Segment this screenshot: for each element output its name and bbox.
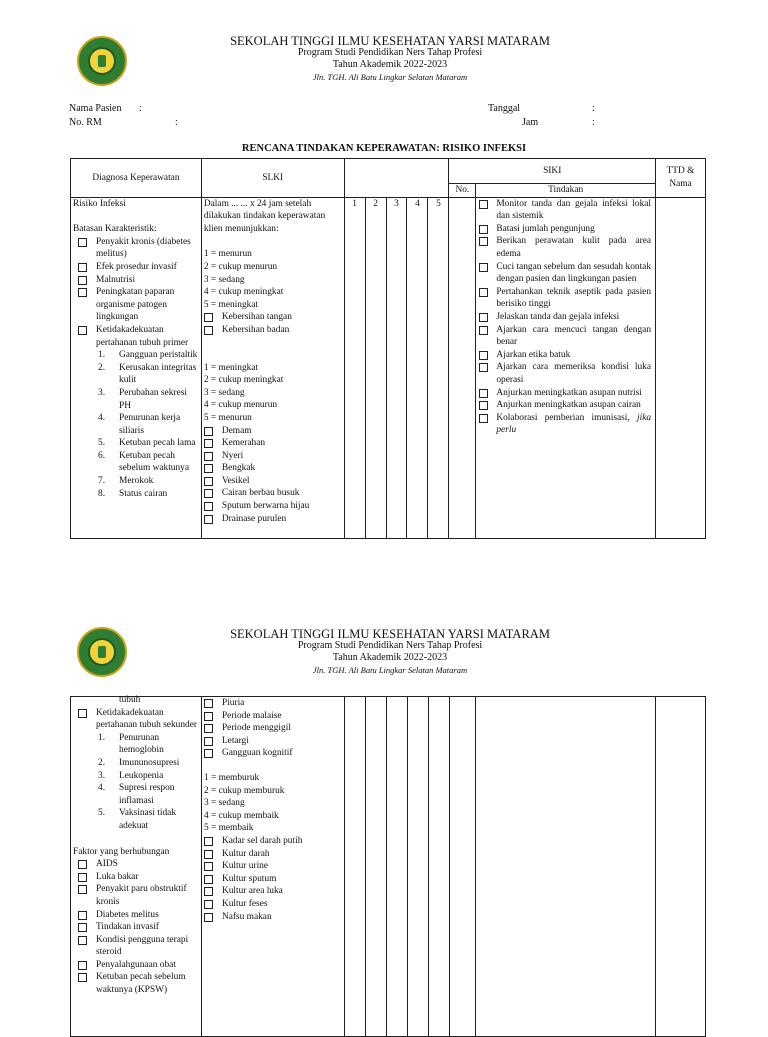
date-label: Tanggal: [488, 103, 521, 114]
checkbox-icon[interactable]: [479, 389, 488, 398]
list-item: AIDS: [71, 858, 201, 871]
list-item: Ketuban pecah sebelum waktunya (KPSW): [71, 971, 201, 996]
college-logo: [77, 36, 127, 86]
checkbox-icon[interactable]: [204, 427, 213, 436]
scale-legend: 1 = memburuk 2 = cukup memburuk 3 = sedang 4 = cukup membaik 5 = membaik: [203, 772, 285, 834]
list-item: Kolaborasi pemberian imunisasi, jika perlu: [476, 412, 651, 437]
checkbox-icon[interactable]: [78, 860, 87, 869]
letterhead: [160, 628, 620, 676]
college-logo: [77, 627, 127, 677]
list-item: Monitor tanda dan gejala infeksi lokal dan sistemik: [476, 198, 651, 223]
slki-intro: Dalam ... ... x 24 jam setelah dilakukan tindakan keperawatan klien menunjukkan:: [203, 198, 326, 234]
slki-items-2: [202, 835, 344, 923]
list-item: 1. Gangguan peristaltik: [98, 350, 198, 361]
checkbox-icon[interactable]: [204, 477, 213, 486]
patient-name-sep: :: [139, 103, 142, 114]
diagnosa-cell: [71, 697, 202, 1037]
list-item: Kultur area luka: [202, 885, 344, 898]
checkbox-icon[interactable]: [204, 862, 213, 871]
letterhead: [160, 35, 620, 83]
header-no: No.: [449, 184, 476, 198]
list-item: Ketidakadekuatan pertahanan tubuh primer: [71, 324, 201, 349]
checkbox-icon[interactable]: [78, 911, 87, 920]
list-item: Sputum berwarna hijau: [202, 500, 344, 513]
checkbox-icon[interactable]: [204, 913, 213, 922]
list-item: Luka bakar: [71, 871, 201, 884]
scale-cell[interactable]: [386, 697, 407, 1037]
checkbox-icon[interactable]: [78, 885, 87, 894]
list-item: Kultur darah: [202, 848, 344, 861]
checkbox-icon[interactable]: [78, 276, 87, 285]
list-item: Kebersihan badan: [202, 324, 344, 337]
list-item: Gangguan kognitif: [202, 747, 344, 760]
form-title: RENCANA TINDAKAN KEPERAWATAN: RISIKO INFEKSI: [241, 143, 527, 154]
slki-cell: [201, 697, 344, 1037]
header-ttd: TTD & Nama: [656, 159, 706, 198]
scale-2[interactable]: 2: [365, 197, 386, 538]
list-item: Penyakit paru obstruktif kronis: [71, 883, 201, 908]
list-item: Periode malaise: [202, 710, 344, 723]
checkbox-icon[interactable]: [479, 401, 488, 410]
header-tindakan: Tindakan: [476, 184, 656, 198]
tindakan-list: [476, 198, 655, 437]
list-item: Kultur feses: [202, 898, 344, 911]
list-item: Vesikel: [202, 475, 344, 488]
time-label: Jam: [522, 117, 539, 128]
date-sep: :: [592, 103, 595, 114]
checkbox-icon[interactable]: [204, 439, 213, 448]
list-item: Penyalahgunaan obat: [71, 959, 201, 972]
batasan-list: [71, 707, 201, 732]
list-item: Kadar sel darah putih: [202, 835, 344, 848]
care-plan-table-page2: [70, 696, 706, 1037]
list-item: Demam: [202, 425, 344, 438]
list-item: Peningkatan paparan organisme patogen lingkungan: [71, 286, 201, 324]
list-item: Anjurkan meningkatkan asupan nutrisi: [476, 387, 651, 400]
scale-1[interactable]: 1: [344, 197, 365, 538]
sekunder-list: [71, 732, 201, 833]
checkbox-icon[interactable]: [78, 973, 87, 982]
list-item: 2. Kerusakan integritas kulit: [98, 362, 197, 386]
slki-items-2: [202, 425, 344, 526]
scale-legend-2: 1 = meningkat 2 = cukup meningkat 3 = sedang 4 = cukup menurun 5 = menurun: [203, 362, 284, 423]
list-item: Kemerahan: [202, 437, 344, 450]
slki-items-1: [202, 697, 344, 760]
scale-5[interactable]: 5: [428, 197, 449, 538]
list-item: Nyeri: [202, 450, 344, 463]
checkbox-icon[interactable]: [78, 923, 87, 932]
rm-label: No. RM: [69, 117, 102, 128]
list-item: Penyakit kronis (diabetes melitus): [71, 236, 201, 261]
checkbox-icon[interactable]: [78, 709, 87, 718]
checkbox-icon[interactable]: [479, 414, 488, 423]
list-item: 2. Imununosupresi: [98, 757, 180, 768]
program-name: Program Studi Pendidikan Ners Tahap Profesi: [297, 47, 483, 58]
header-diagnosa: Diagnosa Keperawatan: [71, 159, 202, 198]
list-item: 4. Penurunan kerja siliaris: [98, 413, 181, 436]
list-item: Pertahankan teknik aseptik pada pasien berisiko tinggi: [476, 286, 651, 311]
tindakan-cell[interactable]: [476, 697, 656, 1037]
address: Jln. TGH. Ali Batu Lingkar Selatan Mataram: [312, 665, 468, 675]
tindakan-cell: [476, 197, 656, 538]
checkbox-icon[interactable]: [204, 712, 213, 721]
list-item: 7. Merokok: [98, 476, 154, 487]
ttd-cell[interactable]: [656, 197, 706, 538]
list-item: 4. Supresi respon inflamasi: [98, 783, 175, 806]
list-item: 8. Status cairan: [98, 488, 168, 499]
list-item: Anjurkan meningkatkan asupan cairan: [476, 399, 651, 412]
rm-sep: :: [175, 117, 178, 128]
diagnosa-cell: [71, 197, 202, 538]
checkbox-icon[interactable]: [479, 363, 488, 372]
scale-3[interactable]: 3: [386, 197, 407, 538]
list-item: 3. Perubahan sekresi PH: [98, 387, 187, 411]
faktor-label: Faktor yang berhubungan: [73, 846, 170, 857]
list-item: Kultur sputum: [202, 873, 344, 886]
list-item: Piuria: [202, 697, 344, 710]
care-plan-table-page1: [70, 158, 706, 539]
no-cell[interactable]: [449, 197, 476, 538]
checkbox-icon[interactable]: [204, 724, 213, 733]
academic-year: Tahun Akademik 2022-2023: [332, 652, 448, 663]
checkbox-icon[interactable]: [479, 288, 488, 297]
checkbox-icon[interactable]: [204, 837, 213, 846]
address: Jln. TGH. Ali Batu Lingkar Selatan Mataram: [312, 72, 468, 82]
batasan-label: Batasan Karakteristik:: [73, 224, 157, 235]
patient-name-label: Nama Pasien: [69, 103, 122, 114]
header-slki: SLKI: [201, 159, 344, 198]
list-item: Periode menggigil: [202, 722, 344, 735]
academic-year: Tahun Akademik 2022-2023: [332, 59, 448, 70]
institution-name: SEKOLAH TINGGI ILMU KESEHATAN YARSI MATARAM: [230, 34, 550, 48]
checkbox-icon[interactable]: [479, 200, 488, 209]
program-name: Program Studi Pendidikan Ners Tahap Profesi: [297, 640, 483, 651]
checkbox-icon[interactable]: [204, 464, 213, 473]
batasan-list: [71, 236, 201, 349]
list-item: Nafsu makan: [202, 911, 344, 924]
checkbox-icon[interactable]: [204, 326, 213, 335]
checkbox-icon[interactable]: [204, 699, 213, 708]
ttd-cell[interactable]: [656, 697, 706, 1037]
list-item: Bengkak: [202, 462, 344, 475]
list-item: Kultur urine: [202, 860, 344, 873]
checkbox-icon[interactable]: [204, 749, 213, 758]
checkbox-icon[interactable]: [479, 313, 488, 322]
checkbox-icon[interactable]: [479, 225, 488, 234]
checkbox-icon[interactable]: [204, 452, 213, 461]
primer-list: [71, 349, 201, 500]
checkbox-icon[interactable]: [78, 873, 87, 882]
checkbox-icon[interactable]: [204, 887, 213, 896]
list-item: 5. Vaksinasi tidak adekuat: [98, 808, 177, 831]
scale-cell[interactable]: [428, 697, 449, 1037]
scale-cell[interactable]: [407, 697, 428, 1037]
list-item: 3. Leukopenia: [98, 770, 164, 781]
checkbox-icon[interactable]: [479, 351, 488, 360]
checkbox-icon[interactable]: [78, 238, 87, 247]
institution-name: SEKOLAH TINGGI ILMU KESEHATAN YARSI MATARAM: [230, 627, 550, 641]
list-item: Jelaskan tanda dan gejala infeksi: [476, 311, 651, 324]
checkbox-icon[interactable]: [204, 900, 213, 909]
checkbox-icon[interactable]: [204, 737, 213, 746]
checkbox-icon[interactable]: [204, 489, 213, 498]
header-siki: SIKI: [449, 159, 656, 184]
list-item: Efek prosedur invasif: [71, 261, 201, 274]
list-item: Ajarkan cara memeriksa kondisi luka operasi: [476, 361, 651, 386]
checkbox-icon[interactable]: [204, 502, 213, 511]
checkbox-icon[interactable]: [78, 326, 87, 335]
header-scale-blank: [344, 159, 449, 198]
checkbox-icon[interactable]: [78, 288, 87, 297]
scale-4[interactable]: 4: [407, 197, 428, 538]
scale-cell[interactable]: [344, 697, 365, 1037]
list-item: Drainase purulen: [202, 513, 344, 526]
checkbox-icon[interactable]: [479, 326, 488, 335]
slki-items-1: [202, 311, 344, 336]
scale-cell[interactable]: [365, 697, 386, 1037]
checkbox-icon[interactable]: [479, 263, 488, 272]
list-item: Ajarkan cara mencuci tangan dengan benar: [476, 324, 651, 349]
checkbox-icon[interactable]: [78, 936, 87, 945]
list-item: Cairan berbau busuk: [202, 487, 344, 500]
list-item: Berikan perawatan kulit pada area edema: [476, 235, 651, 260]
list-item: Letargi: [202, 735, 344, 748]
time-sep: :: [592, 117, 595, 128]
checkbox-icon[interactable]: [204, 515, 213, 524]
list-item: 6. Ketuban pecah sebelum waktunya: [98, 450, 190, 474]
list-item: 1. Penurunan hemoglobin: [98, 732, 164, 756]
list-item: Malnutrisi: [71, 274, 201, 287]
list-item: Ketidakadekuatan pertahanan tubuh sekunder: [71, 707, 201, 732]
no-cell[interactable]: [449, 697, 476, 1037]
list-item: Kondisi pengguna terapi steroid: [71, 934, 201, 959]
list-item: Ajarkan etika batuk: [476, 349, 651, 362]
diagnosa-title: Risiko Infeksi: [73, 198, 126, 209]
list-item: Batasi jumlah pengunjung: [476, 223, 651, 236]
list-item: 5. Ketuban pecah lama: [98, 438, 196, 449]
checkbox-icon[interactable]: [204, 313, 213, 322]
list-item: Cuci tangan sebelum dan sesudah kontak dengan pasien dan lingkungan pasien: [476, 261, 651, 286]
continued-text: tubuh: [119, 695, 141, 705]
checkbox-icon[interactable]: [204, 875, 213, 884]
list-item: Tindakan invasif: [71, 921, 201, 934]
scale-legend-1: 1 = menurun 2 = cukup menurun 3 = sedang 4 = cukup meningkat 5 = meningkat: [203, 249, 284, 310]
list-item: Diabetes melitus: [71, 909, 201, 922]
checkbox-icon[interactable]: [479, 237, 488, 246]
list-item: Kebersihan tangan: [202, 311, 344, 324]
checkbox-icon[interactable]: [78, 263, 87, 272]
checkbox-icon[interactable]: [204, 850, 213, 859]
slki-cell: [201, 197, 344, 538]
checkbox-icon[interactable]: [78, 961, 87, 970]
faktor-list: [71, 858, 201, 997]
